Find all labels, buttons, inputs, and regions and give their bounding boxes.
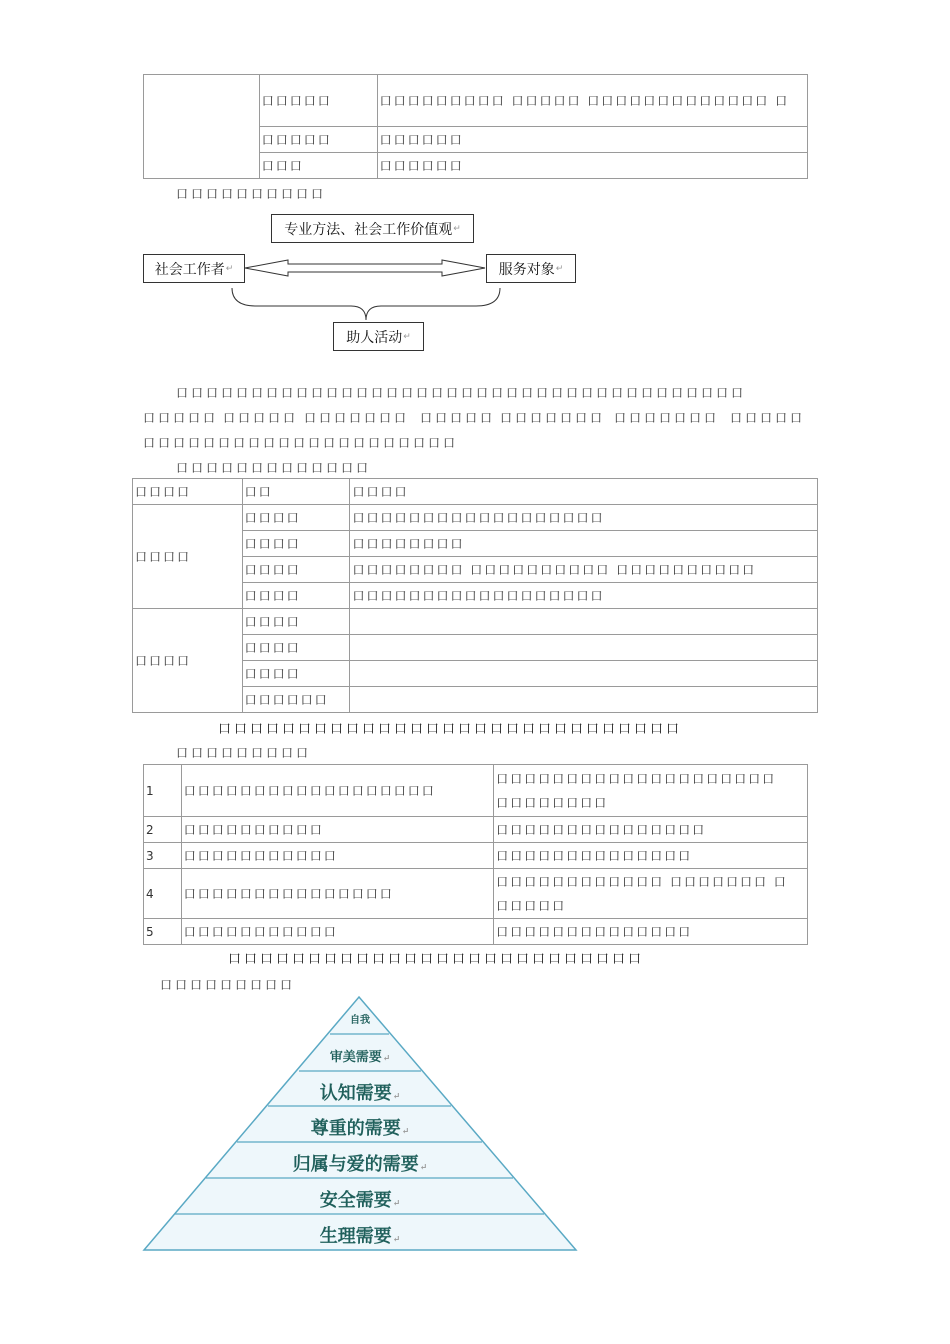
- table-cell-desc: [350, 635, 818, 661]
- return-mark-icon: ↵: [419, 1163, 428, 1173]
- table-cell-desc: 口口口口口口口口 口口口口口口口口口口 口口口口口口口口口口: [350, 557, 818, 583]
- table-cell-label: 口口口口口: [259, 127, 377, 153]
- return-mark-icon: ↵: [555, 263, 564, 274]
- table-cell-name: 口口口口: [242, 661, 350, 687]
- pyramid-level-aesthetic: 审美需要↵: [329, 1050, 391, 1065]
- section-heading: 口口口口口口口口口: [160, 978, 296, 992]
- table-cell-value: 口口口口口口: [377, 127, 807, 153]
- table-cell-left: 口口口口口口口口口口口: [181, 919, 493, 945]
- paragraph-line: 口口口口口口口口口口口口口口口口口口口口口: [143, 436, 459, 450]
- return-mark-icon: ↵: [401, 1127, 410, 1137]
- table-cell-right-line: 口口口口口口口口口口口口口口口口口口口口: [496, 771, 777, 786]
- return-mark-icon: ↵: [382, 1054, 391, 1064]
- paragraph-line: 口口口口口: [143, 411, 219, 425]
- table-caption: 口口口口口口口口口口口口口口口口口口口口口口口口口口口口口: [218, 722, 683, 737]
- diagram-box-values: [271, 214, 474, 243]
- table-header-cell: 口口: [242, 479, 350, 505]
- table-cell-left: 口口口口口口口口口口口口口口口: [181, 869, 493, 919]
- table-header-cell: 口口口口: [133, 479, 243, 505]
- brace-icon: [226, 286, 506, 322]
- table-cell-right: 口口口口口口口口口口口口口口: [494, 843, 808, 869]
- paragraph-line: 口口口口口: [420, 411, 496, 425]
- table-row-number: 1: [144, 765, 182, 817]
- table-role-info: [143, 74, 808, 179]
- section-heading: 口口口口口口口口口: [176, 746, 312, 760]
- table-cell-left: 口口口口口口口口口口口: [181, 843, 493, 869]
- table-cell-name: 口口口口: [242, 583, 350, 609]
- table-cell-label: 口口口口口: [259, 75, 377, 127]
- paragraph-line: 口口口口口口口口口口口口口口口口口口口口口口口口口口口口口口口口口口口口口口: [176, 386, 747, 400]
- table-header-cell: 口口口口: [350, 479, 818, 505]
- table-cell-label: 口口口: [259, 153, 377, 179]
- pyramid-level-esteem: 尊重的需要↵: [310, 1118, 410, 1139]
- table-cell-name: 口口口口: [242, 609, 350, 635]
- paragraph-line: 口口口口口口口: [304, 411, 410, 425]
- diagram-box-helping-label: 助人活动: [346, 329, 403, 346]
- section-heading: 口口口口口口口口口口口口口: [176, 461, 372, 475]
- table-categories: [132, 478, 818, 713]
- table-cell-right-line: 口口口口口口口口: [496, 795, 609, 810]
- table-cell-right: [494, 869, 808, 919]
- table-row-number: 4: [144, 869, 182, 919]
- table-cell-right: 口口口口口口口口口口口口口口口: [494, 817, 808, 843]
- table-merged-cell: [144, 75, 260, 179]
- return-mark-icon: ↵: [392, 1199, 401, 1209]
- table-cell-desc: 口口口口口口口口口口口口口口口口口口: [350, 583, 818, 609]
- return-mark-icon: ↵: [392, 1235, 401, 1245]
- table-cell-value: 口口口口口口: [377, 153, 807, 179]
- diagram-box-social-worker: [143, 254, 245, 283]
- table-row-number: 5: [144, 919, 182, 945]
- table-cell-right-line: 口口口口口口口口口口口口 口口口口口口口 口: [496, 874, 788, 889]
- return-mark-icon: ↵: [392, 1092, 401, 1102]
- pyramid-level-belonging: 归属与爱的需要↵: [292, 1154, 428, 1175]
- table-group-label: 口口口口: [133, 505, 243, 609]
- table-group-label: 口口口口: [133, 609, 243, 713]
- pyramid-level-physiological: 生理需要↵: [319, 1226, 401, 1247]
- table-cell-name: 口口口口: [242, 635, 350, 661]
- table-row-number: 2: [144, 817, 182, 843]
- table-cell-name: 口口口口口口: [242, 687, 350, 713]
- return-mark-icon: ↵: [453, 223, 461, 234]
- table-caption: 口口口口口口口口口口口口口口口口口口口口口口口口口口: [228, 952, 645, 967]
- diagram-box-social-worker-label: 社会工作者: [154, 261, 225, 278]
- table-cell-right: 口口口口口口口口口口口口口口: [494, 919, 808, 945]
- table-cell-left: 口口口口口口口口口口口口口口口口口口: [181, 765, 493, 817]
- paragraph-line: 口口口口口: [223, 411, 299, 425]
- paragraph-line: 口口口口口口口: [500, 411, 606, 425]
- table-cell-desc: [350, 609, 818, 635]
- return-mark-icon: ↵: [403, 331, 411, 342]
- diagram-box-helping: [333, 322, 424, 351]
- table-row-number: 3: [144, 843, 182, 869]
- table-cell-name: 口口口口: [242, 531, 350, 557]
- paragraph-line: 口口口口口: [730, 411, 806, 425]
- diagram-box-values-label: 专业方法、社会工作价值观: [284, 221, 453, 238]
- table-cell-desc: [350, 687, 818, 713]
- table-cell-desc: 口口口口口口口口: [350, 531, 818, 557]
- table-cell-desc: 口口口口口口口口口口口口口口口口口口: [350, 505, 818, 531]
- table-cell-left: 口口口口口口口口口口: [181, 817, 493, 843]
- diagram-box-client-label: 服务对象: [498, 261, 555, 278]
- section-heading: 口口口口口口口口口口: [176, 187, 327, 201]
- table-cell-right: [494, 765, 808, 817]
- table-numbered: [143, 764, 808, 945]
- table-cell-desc: [350, 661, 818, 687]
- table-cell-name: 口口口口: [242, 557, 350, 583]
- table-cell-name: 口口口口: [242, 505, 350, 531]
- pyramid-level-safety: 安全需要↵: [319, 1190, 401, 1211]
- paragraph-line: 口口口口口口口: [614, 411, 720, 425]
- table-cell-right-line: 口口口口口: [496, 898, 567, 913]
- double-arrow-icon: [244, 258, 486, 278]
- pyramid-level-cognitive: 认知需要↵: [319, 1083, 401, 1104]
- table-cell-value: 口口口口口口口口口 口口口口口 口口口口口口口口口口口口口 口: [377, 75, 807, 127]
- return-mark-icon: ↵: [225, 263, 234, 274]
- diagram-box-client: [486, 254, 576, 283]
- pyramid-level-self: 自我: [350, 1015, 370, 1026]
